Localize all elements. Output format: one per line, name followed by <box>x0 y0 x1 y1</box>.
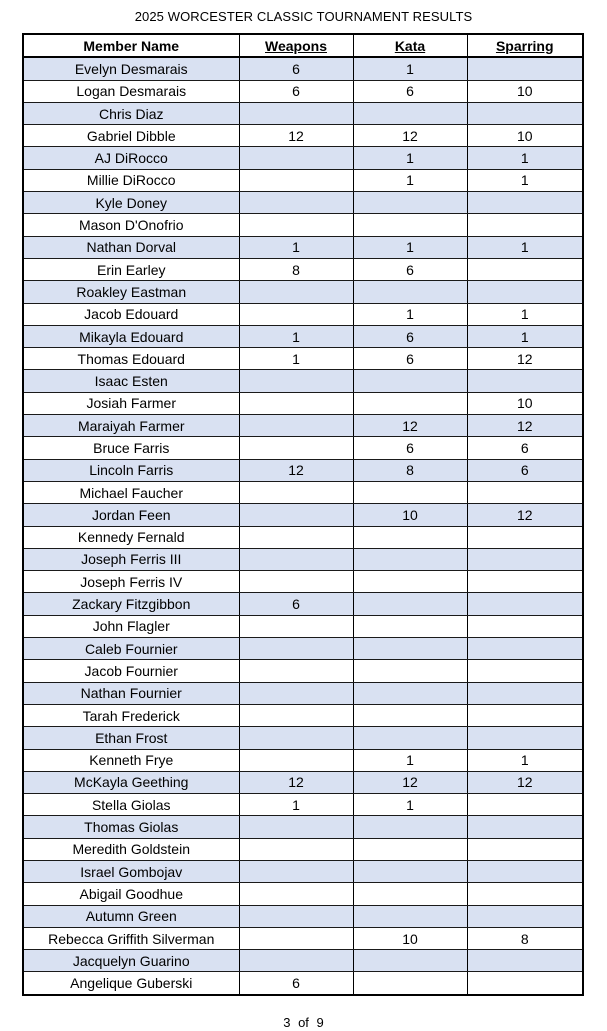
cell-member-name: AJ DiRocco <box>23 147 239 169</box>
cell-sparring: 12 <box>467 504 583 526</box>
cell-sparring: 12 <box>467 348 583 370</box>
cell-weapons: 12 <box>239 125 353 147</box>
cell-sparring <box>467 593 583 615</box>
cell-kata <box>353 370 467 392</box>
cell-member-name: Jacob Fournier <box>23 660 239 682</box>
cell-weapons <box>239 526 353 548</box>
cell-kata: 12 <box>353 771 467 793</box>
cell-sparring <box>467 660 583 682</box>
cell-kata <box>353 816 467 838</box>
cell-weapons <box>239 883 353 905</box>
cell-kata: 1 <box>353 57 467 80</box>
cell-sparring <box>467 57 583 80</box>
cell-member-name: Jordan Feen <box>23 504 239 526</box>
cell-sparring <box>467 972 583 995</box>
cell-weapons <box>239 102 353 124</box>
cell-sparring <box>467 615 583 637</box>
table-row <box>23 883 583 905</box>
cell-weapons: 1 <box>239 236 353 258</box>
cell-kata <box>353 548 467 570</box>
cell-member-name: Lincoln Farris <box>23 459 239 481</box>
table-row <box>23 682 583 704</box>
cell-weapons <box>239 392 353 414</box>
cell-member-name: Tarah Frederick <box>23 704 239 726</box>
cell-member-name: Erin Earley <box>23 258 239 280</box>
cell-sparring <box>467 816 583 838</box>
cell-weapons: 1 <box>239 348 353 370</box>
cell-sparring: 10 <box>467 80 583 102</box>
table-row <box>23 147 583 169</box>
cell-kata: 6 <box>353 325 467 347</box>
cell-sparring: 1 <box>467 236 583 258</box>
cell-kata: 1 <box>353 303 467 325</box>
cell-weapons <box>239 660 353 682</box>
cell-member-name: Meredith Goldstein <box>23 838 239 860</box>
cell-member-name: Nathan Fournier <box>23 682 239 704</box>
cell-kata <box>353 860 467 882</box>
cell-kata: 6 <box>353 80 467 102</box>
cell-kata: 10 <box>353 504 467 526</box>
cell-member-name: Jacob Edouard <box>23 303 239 325</box>
cell-sparring <box>467 370 583 392</box>
table-row <box>23 504 583 526</box>
cell-weapons <box>239 147 353 169</box>
cell-member-name: Stella Giolas <box>23 794 239 816</box>
table-row <box>23 660 583 682</box>
table-row <box>23 771 583 793</box>
cell-kata <box>353 704 467 726</box>
cell-weapons: 8 <box>239 258 353 280</box>
cell-kata <box>353 481 467 503</box>
column-header-kata: Kata <box>353 34 467 57</box>
table-row <box>23 481 583 503</box>
cell-member-name: Nathan Dorval <box>23 236 239 258</box>
cell-sparring: 8 <box>467 927 583 949</box>
cell-weapons <box>239 838 353 860</box>
cell-member-name: Millie DiRocco <box>23 169 239 191</box>
cell-sparring <box>467 102 583 124</box>
table-row <box>23 927 583 949</box>
cell-kata <box>353 660 467 682</box>
cell-sparring <box>467 548 583 570</box>
cell-weapons: 12 <box>239 459 353 481</box>
cell-kata: 10 <box>353 927 467 949</box>
cell-weapons: 6 <box>239 57 353 80</box>
cell-weapons <box>239 816 353 838</box>
cell-weapons: 6 <box>239 972 353 995</box>
table-row <box>23 370 583 392</box>
cell-kata <box>353 727 467 749</box>
cell-kata: 1 <box>353 147 467 169</box>
cell-weapons: 1 <box>239 794 353 816</box>
page-footer <box>0 1015 607 1030</box>
table-row <box>23 169 583 191</box>
cell-member-name: McKayla Geething <box>23 771 239 793</box>
cell-weapons <box>239 615 353 637</box>
cell-member-name: Bruce Farris <box>23 437 239 459</box>
cell-weapons <box>239 303 353 325</box>
table-row <box>23 57 583 80</box>
cell-sparring <box>467 727 583 749</box>
cell-kata <box>353 638 467 660</box>
cell-member-name: Rebecca Griffith Silverman <box>23 927 239 949</box>
cell-member-name: Kennedy Fernald <box>23 526 239 548</box>
cell-kata: 12 <box>353 415 467 437</box>
table-row <box>23 236 583 258</box>
cell-member-name: Angelique Guberski <box>23 972 239 995</box>
cell-sparring: 6 <box>467 459 583 481</box>
column-header-weapons: Weapons <box>239 34 353 57</box>
results-body <box>23 57 583 994</box>
cell-sparring <box>467 950 583 972</box>
column-header-member-name: Member Name <box>23 34 239 57</box>
cell-sparring <box>467 281 583 303</box>
cell-sparring: 12 <box>467 415 583 437</box>
table-row <box>23 102 583 124</box>
cell-weapons <box>239 905 353 927</box>
cell-kata <box>353 950 467 972</box>
cell-kata <box>353 571 467 593</box>
table-row <box>23 303 583 325</box>
cell-kata: 6 <box>353 437 467 459</box>
cell-sparring: 1 <box>467 749 583 771</box>
cell-kata <box>353 593 467 615</box>
table-row <box>23 704 583 726</box>
cell-sparring: 12 <box>467 771 583 793</box>
cell-member-name: Thomas Giolas <box>23 816 239 838</box>
cell-weapons: 6 <box>239 593 353 615</box>
cell-kata: 12 <box>353 125 467 147</box>
cell-member-name: Logan Desmarais <box>23 80 239 102</box>
column-header-sparring: Sparring <box>467 34 583 57</box>
cell-kata: 6 <box>353 258 467 280</box>
cell-member-name: Josiah Farmer <box>23 392 239 414</box>
cell-member-name: Joseph Ferris III <box>23 548 239 570</box>
cell-weapons <box>239 214 353 236</box>
table-row <box>23 526 583 548</box>
cell-member-name: Isaac Esten <box>23 370 239 392</box>
cell-weapons <box>239 682 353 704</box>
cell-sparring <box>467 704 583 726</box>
page-total: 9 <box>316 1015 324 1030</box>
table-row <box>23 860 583 882</box>
cell-sparring <box>467 883 583 905</box>
cell-sparring <box>467 571 583 593</box>
cell-sparring <box>467 860 583 882</box>
page-number: 3 <box>283 1015 291 1030</box>
cell-member-name: Caleb Fournier <box>23 638 239 660</box>
cell-kata <box>353 102 467 124</box>
cell-sparring <box>467 638 583 660</box>
table-row <box>23 816 583 838</box>
cell-member-name: Michael Faucher <box>23 481 239 503</box>
cell-sparring <box>467 794 583 816</box>
cell-sparring: 6 <box>467 437 583 459</box>
cell-weapons <box>239 481 353 503</box>
cell-kata <box>353 905 467 927</box>
cell-sparring <box>467 481 583 503</box>
table-row <box>23 638 583 660</box>
cell-sparring: 1 <box>467 169 583 191</box>
cell-weapons <box>239 281 353 303</box>
cell-kata <box>353 838 467 860</box>
table-row <box>23 192 583 214</box>
cell-weapons <box>239 571 353 593</box>
cell-kata <box>353 392 467 414</box>
cell-member-name: Jacquelyn Guarino <box>23 950 239 972</box>
cell-member-name: Israel Gombojav <box>23 860 239 882</box>
cell-member-name: Joseph Ferris IV <box>23 571 239 593</box>
cell-member-name: Kenneth Frye <box>23 749 239 771</box>
table-row <box>23 548 583 570</box>
table-row <box>23 281 583 303</box>
cell-kata <box>353 972 467 995</box>
table-row <box>23 749 583 771</box>
cell-weapons <box>239 727 353 749</box>
cell-kata <box>353 615 467 637</box>
cell-weapons <box>239 415 353 437</box>
table-row <box>23 972 583 995</box>
cell-sparring <box>467 258 583 280</box>
cell-weapons: 6 <box>239 80 353 102</box>
cell-weapons: 12 <box>239 771 353 793</box>
table-row <box>23 258 583 280</box>
table-row <box>23 905 583 927</box>
cell-weapons <box>239 860 353 882</box>
table-row <box>23 571 583 593</box>
cell-weapons <box>239 370 353 392</box>
cell-weapons: 1 <box>239 325 353 347</box>
cell-weapons <box>239 192 353 214</box>
table-row <box>23 437 583 459</box>
cell-sparring <box>467 192 583 214</box>
cell-weapons <box>239 504 353 526</box>
table-row <box>23 214 583 236</box>
cell-sparring: 10 <box>467 125 583 147</box>
cell-member-name: Abigail Goodhue <box>23 883 239 905</box>
table-row <box>23 593 583 615</box>
cell-kata <box>353 682 467 704</box>
cell-member-name: Mikayla Edouard <box>23 325 239 347</box>
cell-weapons <box>239 638 353 660</box>
cell-sparring <box>467 838 583 860</box>
cell-weapons <box>239 749 353 771</box>
cell-weapons <box>239 548 353 570</box>
cell-member-name: Maraiyah Farmer <box>23 415 239 437</box>
cell-sparring <box>467 214 583 236</box>
cell-member-name: John Flagler <box>23 615 239 637</box>
cell-sparring: 1 <box>467 325 583 347</box>
cell-member-name: Ethan Frost <box>23 727 239 749</box>
table-row <box>23 325 583 347</box>
cell-member-name: Mason D'Onofrio <box>23 214 239 236</box>
cell-weapons <box>239 950 353 972</box>
cell-kata <box>353 214 467 236</box>
cell-kata <box>353 192 467 214</box>
cell-member-name: Kyle Doney <box>23 192 239 214</box>
cell-weapons <box>239 437 353 459</box>
cell-member-name: Chris Diaz <box>23 102 239 124</box>
cell-member-name: Thomas Edouard <box>23 348 239 370</box>
cell-member-name: Zackary Fitzgibbon <box>23 593 239 615</box>
cell-kata <box>353 526 467 548</box>
table-row <box>23 415 583 437</box>
page-of-label: of <box>298 1015 309 1030</box>
table-row <box>23 727 583 749</box>
table-row <box>23 794 583 816</box>
cell-kata: 1 <box>353 794 467 816</box>
results-table <box>22 33 584 996</box>
cell-member-name: Autumn Green <box>23 905 239 927</box>
cell-weapons <box>239 169 353 191</box>
table-row <box>23 615 583 637</box>
cell-sparring: 1 <box>467 303 583 325</box>
cell-sparring <box>467 905 583 927</box>
table-row <box>23 459 583 481</box>
cell-sparring <box>467 526 583 548</box>
cell-kata: 1 <box>353 749 467 771</box>
cell-sparring: 10 <box>467 392 583 414</box>
cell-sparring: 1 <box>467 147 583 169</box>
cell-kata: 1 <box>353 169 467 191</box>
document-title: 2025 WORCESTER CLASSIC TOURNAMENT RESULTS <box>134 9 473 24</box>
cell-member-name: Gabriel Dibble <box>23 125 239 147</box>
cell-kata: 1 <box>353 236 467 258</box>
cell-member-name: Evelyn Desmarais <box>23 57 239 80</box>
table-row <box>23 80 583 102</box>
table-row <box>23 125 583 147</box>
cell-kata: 6 <box>353 348 467 370</box>
cell-kata <box>353 883 467 905</box>
cell-sparring <box>467 682 583 704</box>
cell-kata: 8 <box>353 459 467 481</box>
table-header-row <box>23 34 583 57</box>
cell-weapons <box>239 927 353 949</box>
cell-member-name: Roakley Eastman <box>23 281 239 303</box>
table-row <box>23 950 583 972</box>
cell-kata <box>353 281 467 303</box>
table-row <box>23 838 583 860</box>
table-row <box>23 392 583 414</box>
cell-weapons <box>239 704 353 726</box>
table-row <box>23 348 583 370</box>
